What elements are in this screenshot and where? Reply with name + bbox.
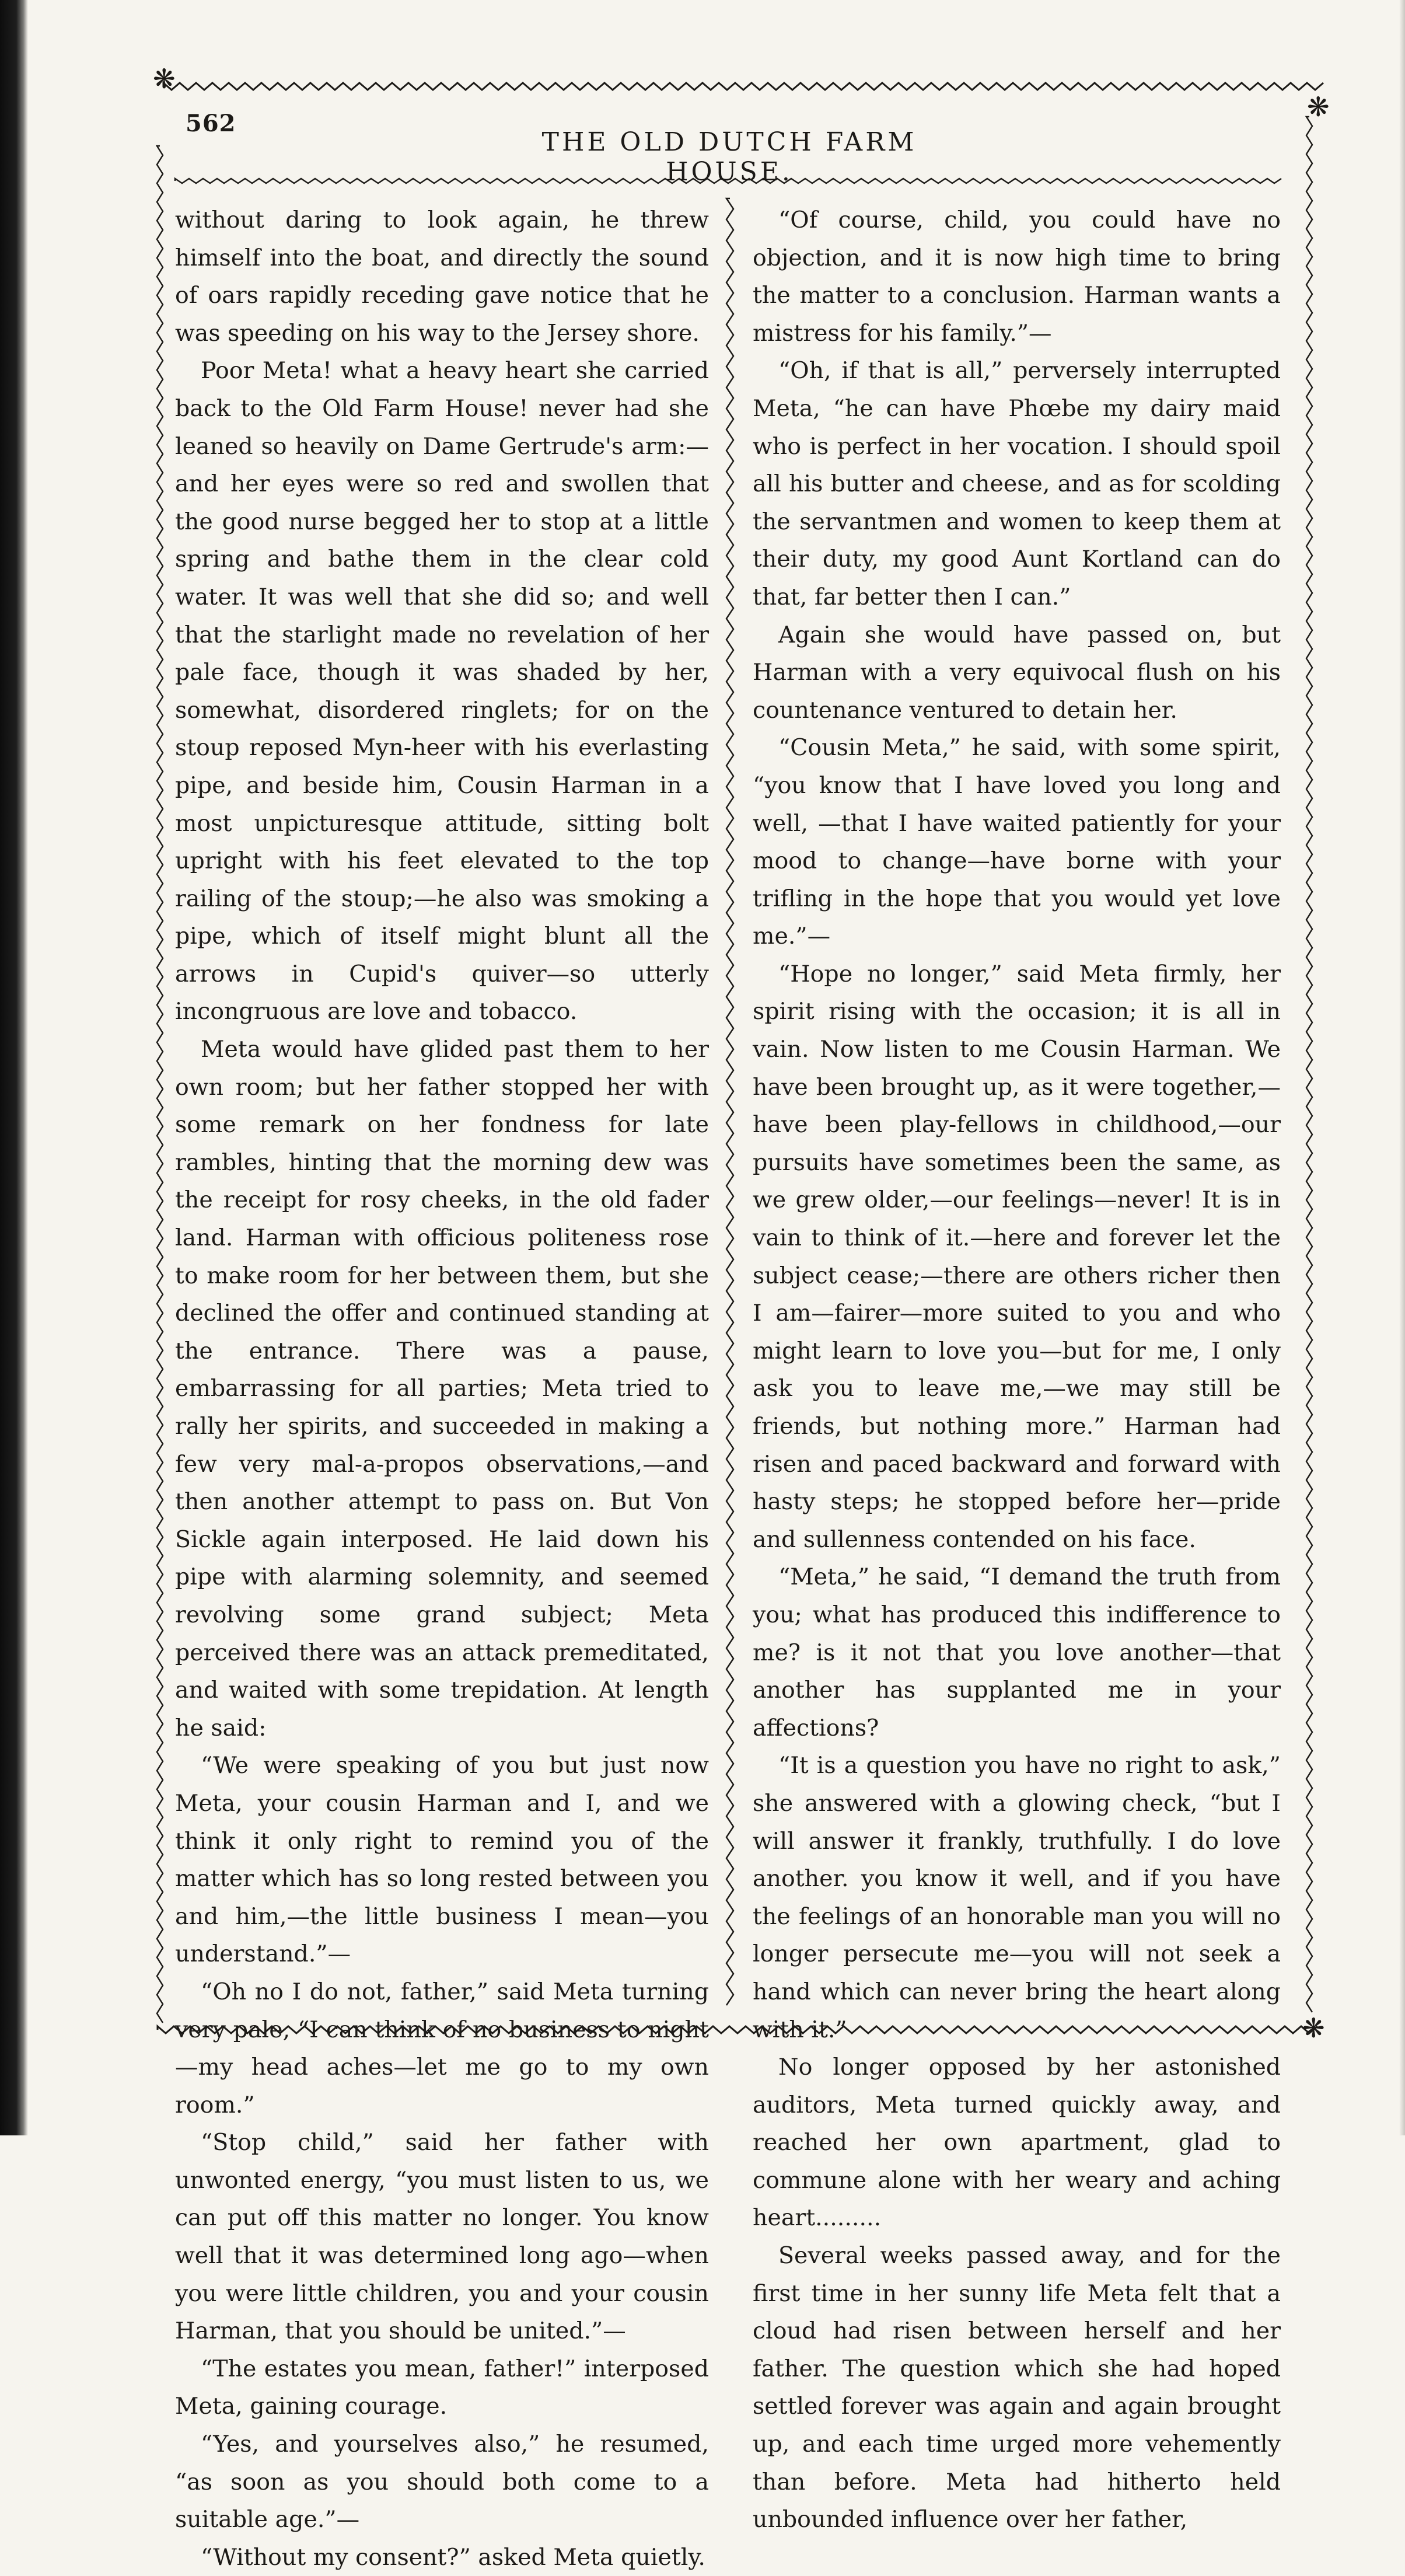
paragraph: Again she would have passed on, but Harman with a very equivocal flush on his countenance ventured to detain her. [753,621,1281,724]
left-border-rule [153,146,167,2025]
book-binding-shadow [0,0,28,2135]
paragraph: “Hope no longer,” said Meta firmly, her spirit rising with the occasion; it is all in vain. Now listen to me Cousin Harman. We have been brought up, as it were together,—have been play-fellows in childhood,—our pursuits have sometimes been the same, as we grew older,—our feelings—never! It is in vain to think of it.—here and forever let the subject cease;—there are others richer then I am—fairer—more suited to you and who might learn to love you—but for me, I only ask you to leave me,—we may still be friends, but nothing more.” Harman had risen and paced backward and forward with hasty steps; he stopped before her—pride and sullenness contended on his face. [753,960,1281,1553]
paragraph: “Yes, and yourselves also,” he resumed, “as soon as you should both come to a suitable age.”— [175,2431,709,2533]
paragraph: No longer opposed by her astonished auditors, Meta turned quickly away, and reached her own apartment, glad to commune alone with her weary and aching heart......... [753,2054,1281,2232]
paragraph: “Of course, child, you could have no objection, and it is now high time to bring the matter to a conclusion. Harman wants a mistress for his family.”— [753,207,1281,347]
page-edge-shadow [1399,0,1405,2135]
paragraph: “The estates you mean, father!” interposed Meta, gaining courage. [175,2355,709,2420]
paragraph: Poor Meta! what a heavy heart she carried back to the Old Farm House! never had she leaned so heavily on Dame Gertrude's arm:—and her eyes were so red and swollen that the good nurse begged her to stop at a little spring and bathe them in the clear cold water. It was well that she did so; and well that the starlight made no revelation of her pale face, though it was shaded by her, somewhat, disordered ringlets; for on the stoup reposed Myn-heer with his everlasting pipe, and beside him, Cousin Harman in a most unpicturesque attitude, sitting bolt upright with his feet elevated to the top railing of the stoup;—he also was smoking a pipe, which of itself might blunt all the arrows in Cupid's quiver—so utterly incongruous are love and tobacco. [175,357,709,1025]
paragraph: “Cousin Meta,” he said, with some spirit, “you know that I have loved you long and well, —that I have waited patiently for your mood to change—have borne with your trifling in the hope that you would yet love me.”— [753,734,1281,950]
right-column [753,201,1281,2533]
paragraph: “Stop child,” said her father with unwonted energy, “you must listen to us, we can put off this matter no longer. You know well that it was determined long ago—when you were little children, you and your cousin Harman, that you should be united.”— [175,2129,709,2345]
right-border-rule [1302,117,1316,2019]
column-divider-rule [721,198,739,2013]
paragraph: “Without my consent?” asked Meta quietly. [201,2543,705,2571]
paragraph: Meta would have glided past them to her own room; but her father stopped her with some remark on her fondness for late rambles, hinting that the morning dew was the receipt for rosy cheeks, in the old fader land. Harman with officious politeness rose to make room for her between them, but she declined the offer and continued standing at the entrance. There was a pause, embarrassing for all parties; Meta tried to rally her spirits, and succeeded in making a few very mal-a-propos observations,—and then another attempt to pass on. But Von Sickle again interposed. He laid down his pipe with alarming solemnity, and seemed revolving some grand subject; Meta perceived there was an attack premeditated, and waited with some trepidation. At length he said: [175,1036,709,1741]
header-ornamental-rule [175,172,1284,190]
bottom-right-ornament-icon: ❋ [1302,2012,1325,2044]
page-number: 562 [186,110,236,137]
paragraph: “Oh, if that is all,” perversely interrupted Meta, “he can have Phœbe my dairy maid who is perfect in her vocation. I should spoil all his butter and cheese, and as for scolding the servantmen and women to keep them at their duty, my good Aunt Kortland can do that, far better then I can.” [753,357,1281,610]
top-right-ornament-icon: ❋ [1307,91,1330,123]
top-ornamental-rule [163,75,1324,98]
top-left-ornament-icon: ❋ [153,63,176,95]
paragraph: without daring to look again, he threw himself into the boat, and directly the sound of oars rapidly receding gave notice that he was speeding on his way to the Jersey shore. [175,207,709,347]
paragraph: “It is a question you have no right to ask,” she answered with a glowing check, “but I will answer it frankly, truthfully. I do love another. you know it well, and if you have the feelings of an honorable man you will no longer persecute me—you will not seek a hand which can never bring the heart along with it.” [753,1752,1281,2043]
paragraph: Several weeks passed away, and for the first time in her sunny life Meta felt that a cloud had risen between herself and her father. The question which she had hoped settled forever was again and again brought up, and each time urged more vehemently than before. Meta had hitherto held unbounded influence over her father, [753,2242,1281,2533]
paragraph: “We were speaking of you but just now Meta, your cousin Harman and I, and we think it only right to remind you of the matter which has so long rested between you and him,—the little business I mean—you understand.”— [175,1752,709,1968]
left-column [175,201,709,2571]
bottom-ornamental-rule [158,2018,1319,2041]
paragraph: “Oh no I do not, father,” said Meta turning very pale, “I can think of no business to night—my head aches—let me go to my own room.” [175,1978,709,2118]
running-title: THE OLD DUTCH FARM HOUSE. [541,127,917,187]
paragraph: “Meta,” he said, “I demand the truth from you; what has produced this indifference to me? is it not that you love another—that another has supplanted me in your affections? [753,1563,1281,1741]
